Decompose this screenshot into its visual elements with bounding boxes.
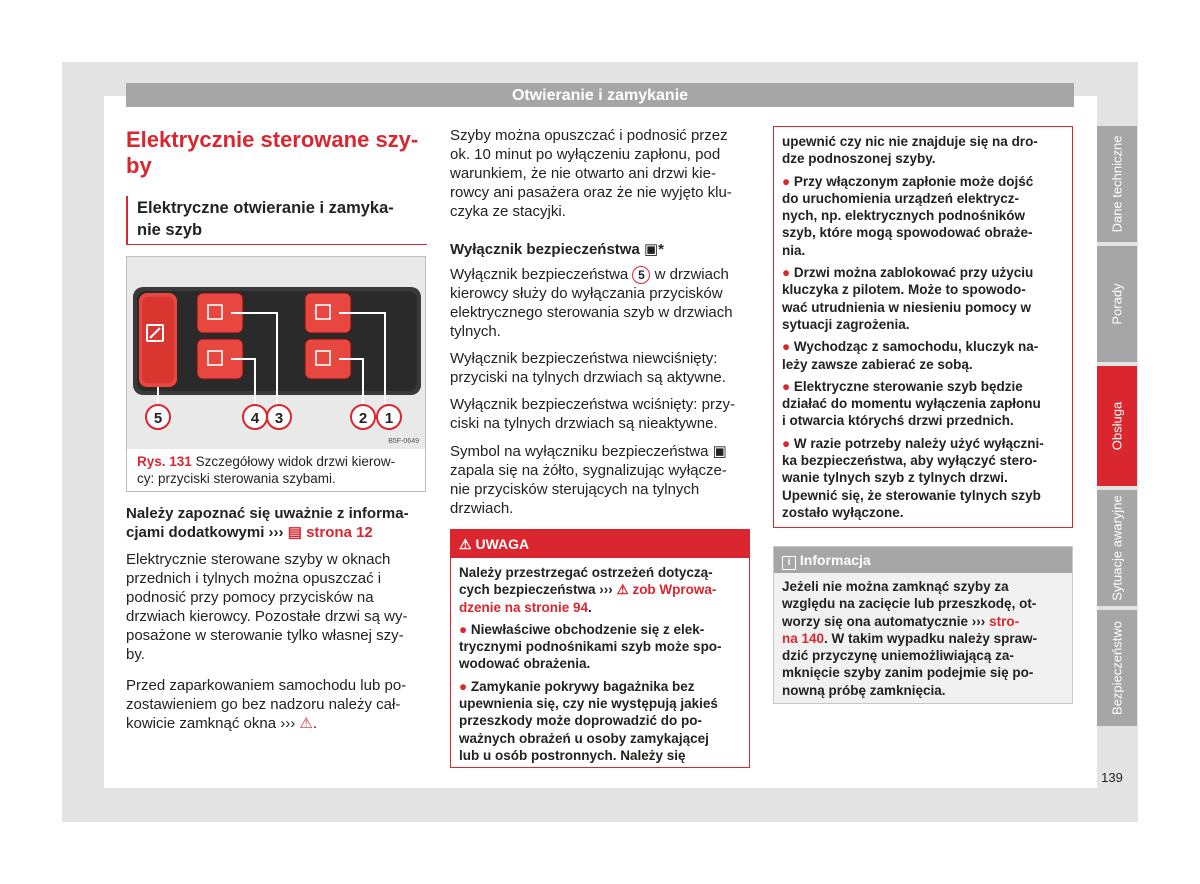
safety-switch-5 <box>139 293 177 387</box>
safety-switch-icon-small: ▣ <box>712 443 727 460</box>
info-text: Jeżeli nie można zamknąć szyby za względu na zacięcie lub przeszkodę, ot- worzy się ona automatycznie ››› stro- na 140. W takim wypadku należy spraw- dzić przyczynę uniemożliwiającą za- mknięcie szyby zanim podejmie się po- nowną próbę zamknięcia. <box>782 579 1038 698</box>
para-switch-symbol: Symbol na wyłączniku bezpieczeństwa ▣ zapala się na żółto, sygnalizując wyłącze- nie przycisków sterujących na tylnych drzwiach. <box>450 443 727 517</box>
para-after-ignition: Szyby można opuszczać i podnosić przez ok. 10 minut po wyłączeniu zapłonu, pod warunkiem, że nie otwarto ani drzwi kie- rowcy ani pasażera oraz że nie wyjęto klu- czyka ze stacyjki. <box>450 127 732 220</box>
callout-1: 1 <box>384 410 394 427</box>
link-intro-page-94[interactable]: zob Wprowa- dzenie na stronie 94 <box>459 582 717 615</box>
warn-cont-p2: ● Drzwi można zablokować przy użyciu kluczyka z pilotem. Może to spowodo- wać utrudnienia w niesieniu pomocy w sytuacji zagrożenia. <box>782 265 1034 332</box>
warn-cont-p4: ● Elektryczne sterowanie szyb będzie działać do momentu wyłączenia zapłonu i otwarcia którychś drzwi przednich. <box>782 378 1041 429</box>
safety-switch-heading: Wyłącznik bezpieczeństwa ▣* <box>450 241 664 258</box>
callout-3: 3 <box>274 410 284 427</box>
warning-box-continued <box>773 126 1073 528</box>
warning-p3: ● Zamykanie pokrywy bagażnika bez upewnienia się, czy nie występują jakieś przeszkody może doprowadzić do po- ważnych obrażeń u osoby zamykającej lub u osób postronnych. Należy się <box>459 678 718 763</box>
link-page-12[interactable]: strona 12 <box>306 524 373 541</box>
callout-2: 2 <box>358 410 368 427</box>
safety-switch-icon: ▣ <box>643 241 659 258</box>
tab-dane-techniczne[interactable]: Dane techniczne <box>1097 126 1137 242</box>
info-icon: i <box>782 556 796 570</box>
tab-porady[interactable]: Porady <box>1097 246 1137 362</box>
warn-cont-p5: ● W razie potrzeby należy użyć wyłączni- ka bezpieczeństwa, aby wyłączyć stero- wanie tylnych szyb z tylnych drzwi. Upewnić się, że sterowanie tylnych szyb zostało wyłączone. <box>782 435 1044 520</box>
warning-p1: Należy przestrzegać ostrzeżeń dotyczą- cych bezpieczeństwa ››› ⚠ zob Wprowa- dzenie na stronie 94. <box>459 565 717 615</box>
window-switch-illustration <box>127 257 425 449</box>
figure-code: B5F-0649 <box>388 438 419 445</box>
callout-5: 5 <box>153 410 163 427</box>
callout-4: 4 <box>250 410 260 427</box>
para-switch-off: Wyłącznik bezpieczeństwa niewciśnięty: przyciski na tylnych drzwiach są aktywne. <box>450 350 726 386</box>
tab-obsluga[interactable]: Obsługa <box>1097 366 1137 486</box>
tab-bezpieczenstwo[interactable]: Bezpieczeństwo <box>1097 610 1137 726</box>
book-icon: ▤ <box>287 524 302 541</box>
warning-triangle-icon[interactable]: ⚠ <box>299 715 313 732</box>
section-title: Otwieranie i zamykanie <box>126 83 1074 107</box>
subsection-title: Elektryczne otwieranie i zamyka- nie szyb <box>126 196 427 245</box>
warning-p2: ● Niewłaściwe obchodzenie się z elek- trycznymi podnośnikami szyb może spo- wodować obrażenia. <box>459 621 722 672</box>
para-safety-switch: Wyłącznik bezpieczeństwa 5 w drzwiach kierowcy służy do wyłączania przycisków elektrycznego sterowania szyb w drzwiach tylnych. <box>450 266 733 340</box>
para-switch-on: Wyłącznik bezpieczeństwa wciśnięty: przy- ciski na tylnych drzwiach są nieaktywne. <box>450 396 735 432</box>
link-page-140[interactable]: stro- na 140 <box>782 613 1020 646</box>
page-number: 139 <box>1101 770 1123 785</box>
warn-cont-p1: ● Przy włączonym zapłonie może dojść do uruchomienia urządzeń elektrycz- nych, np. elektrycznych podnośników szyb, które mogą spowodować obraże- nia. <box>782 173 1034 258</box>
note-additional-info: Należy zapoznać się uważnie z informa- cjami dodatkowymi ››› ▤ strona 12 <box>126 505 409 541</box>
warning-box <box>450 529 750 768</box>
warn-cont-p3: ● Wychodząc z samochodu, kluczyk na- leży zawsze zabierać ze sobą. <box>782 339 1039 372</box>
info-header: i Informacja <box>774 547 1072 573</box>
figure-caption: Rys. 131 Szczegółowy widok drzwi kierow- cy: przyciski sterowania szybami. <box>137 454 396 486</box>
warning-triangle-icon: ⚠ <box>459 536 472 552</box>
callout-ref-5: 5 <box>632 266 650 284</box>
tab-sytuacje-awaryjne[interactable]: Sytuacje awaryjne <box>1097 490 1137 606</box>
warn-cont-p0: upewnić czy nic nie znajduje się na dro- dze podnoszonej szyby. <box>782 134 1038 167</box>
warning-link-icon: ⚠ <box>616 582 629 598</box>
info-box <box>773 546 1073 704</box>
figure-window-switches <box>126 256 426 492</box>
para-parking: Przed zaparkowaniem samochodu lub po- zostawieniem go bez nadzoru należy cał- kowicie zamknąć okna ››› ⚠. <box>126 677 407 732</box>
warning-header: ⚠ UWAGA <box>451 530 749 558</box>
page-title: Elektrycznie sterowane szy- by <box>126 127 419 178</box>
para-intro: Elektrycznie sterowane szyby w oknach przednich i tylnych można opuszczać i podnosić przy pomocy przycisków na drzwiach kierowcy. Pozostałe drzwi są wy- posażone w sterowanie tylko własnej szy- by. <box>126 551 408 663</box>
